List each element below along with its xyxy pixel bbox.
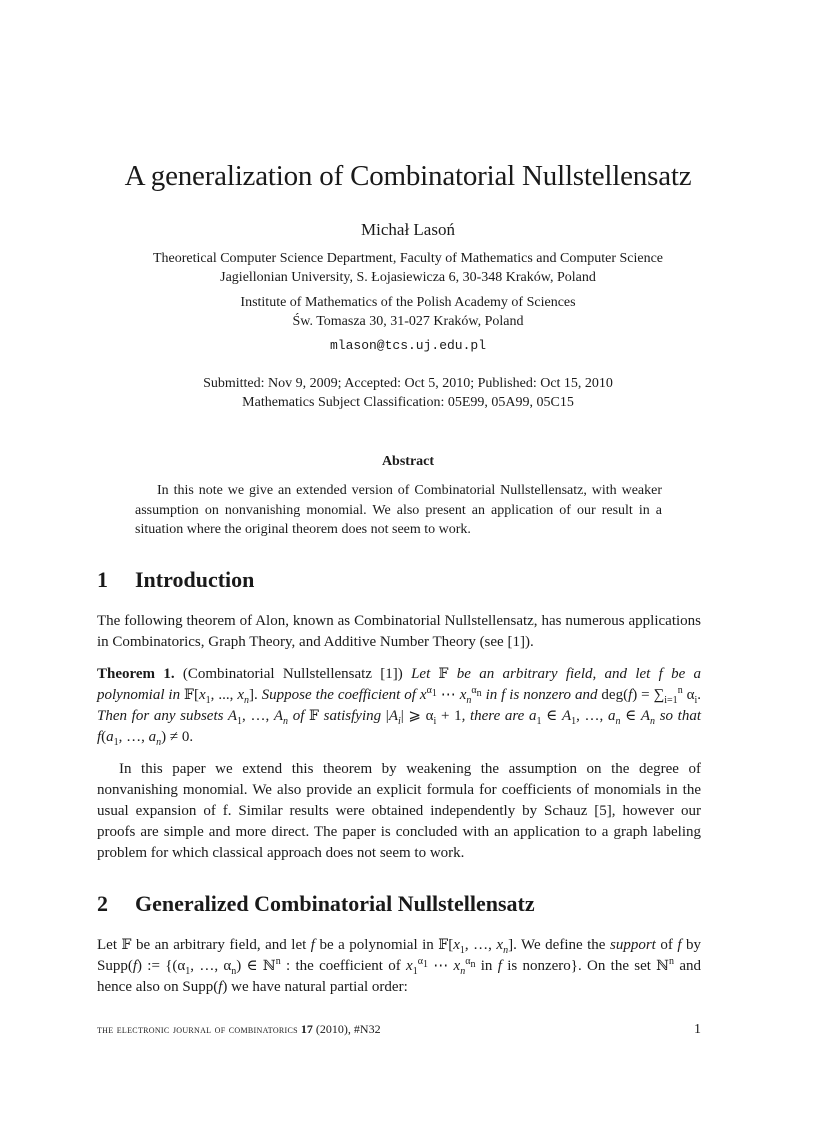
journal-issue: (2010), #N32 [315, 1022, 381, 1036]
section-heading-introduction [97, 567, 254, 593]
author-email[interactable]: mlason@tcs.uj.edu.pl [329, 338, 487, 353]
paper-title: A generalization of Combinatorial Nullstellensatz [124, 160, 692, 192]
affiliation-line: Św. Tomasza 30, 31-027 Kraków, Poland [292, 314, 524, 329]
affiliation-line: Theoretical Computer Science Department, Faculty of Mathematics and Computer Science [152, 251, 664, 266]
page-footer [97, 1022, 701, 1037]
subject-classification: Mathematics Subject Classification: 05E99, 05A99, 05C15 [242, 395, 574, 410]
intro-text-2: In this paper we extend this theorem by weakening the assumption on the degree of nonvanishing monomial. We also provide an explicit formula for coefficients of monomials in the usual expansion of f. Similar results were obtained independently by Schauz [5], however our proofs are simple and more direct. The paper is concluded with an application to a graph labeling problem for which classical approach does not seem to work. [97, 761, 701, 861]
section-heading-generalized [97, 891, 535, 917]
page-number: 1 [694, 1022, 701, 1037]
affiliation-line: Institute of Mathematics of the Polish Academy of Sciences [240, 295, 576, 310]
abstract-heading: Abstract [381, 454, 435, 469]
submission-dates: Submitted: Nov 9, 2009; Accepted: Oct 5, 2010; Published: Oct 15, 2010 [203, 376, 613, 391]
intro-paragraph-2 [97, 759, 701, 864]
section2-paragraph: Let 𝔽 be an arbitrary field, and let f be a polynomial in $𝔽[x_1$, …, $x_n$]. We define the support of f by Supp(f) := {($\alpha_1$, …, $\alpha_n$) ∈ ℕ$^n$ : the coefficient of $x_1^{\alpha_1}$ ⋯ $x_n^{\alpha_n}$ in f is nonzero}. On the set ℕ$^n$ and hence also on Supp(f) we have natural partial order: [97, 937, 701, 995]
affiliation-line: Jagiellonian University, S. Łojasiewicza 6, 30-348 Kraków, Poland [220, 270, 596, 285]
intro-paragraph [97, 611, 701, 653]
abstract-body [135, 481, 662, 540]
section-number: 2 [97, 891, 108, 916]
section-title: Introduction [135, 567, 255, 592]
intro-text: The following theorem of Alon, known as Combinatorial Nullstellensatz, has numerous applications in Combinatorics, Graph Theory, and Additive Number Theory (see [1]). [97, 613, 701, 650]
section-title: Generalized Combinatorial Nullstellensatz [135, 891, 535, 916]
author-name: Michał Lasoń [361, 220, 455, 239]
theorem-name: (Combinatorial Nullstellensatz [1]) [182, 666, 403, 682]
journal-name: the electronic journal of combinatorics [97, 1022, 298, 1036]
theorem-label: Theorem 1. [97, 666, 175, 682]
theorem-1: Theorem 1. (Combinatorial Nullstellensatz [1]) Let 𝔽 be an arbitrary field, and let f be a polynomial in $𝔽[x_1$, ..., $x_n$]. Suppose the coefficient of $x^{\alpha_1}$ ⋯ $x_n^{\alpha_n}$ in f is nonzero and $deg(f) = \sum_{i=1}^n$ $\alpha_i$. Then for any subsets $A_1$, …, $A_n$ of 𝔽 satisfying $|A_i|$ ⩾ $\alpha_i + 1$, there are $a_1$ ∈ $A_1$, …, $a_n$ ∈ $A_n$ so that $f(a_1$, …, $a_n) \ne 0$. [97, 666, 702, 748]
abstract-text: In this note we give an extended version of Combinatorial Nullstellensatz, with weaker assumption on nonvanishing monomial. We also present an application of our result in a situation where the original theorem does not seem to work. [135, 483, 662, 537]
journal-volume: 17 [300, 1022, 313, 1036]
section-number: 1 [97, 567, 108, 592]
